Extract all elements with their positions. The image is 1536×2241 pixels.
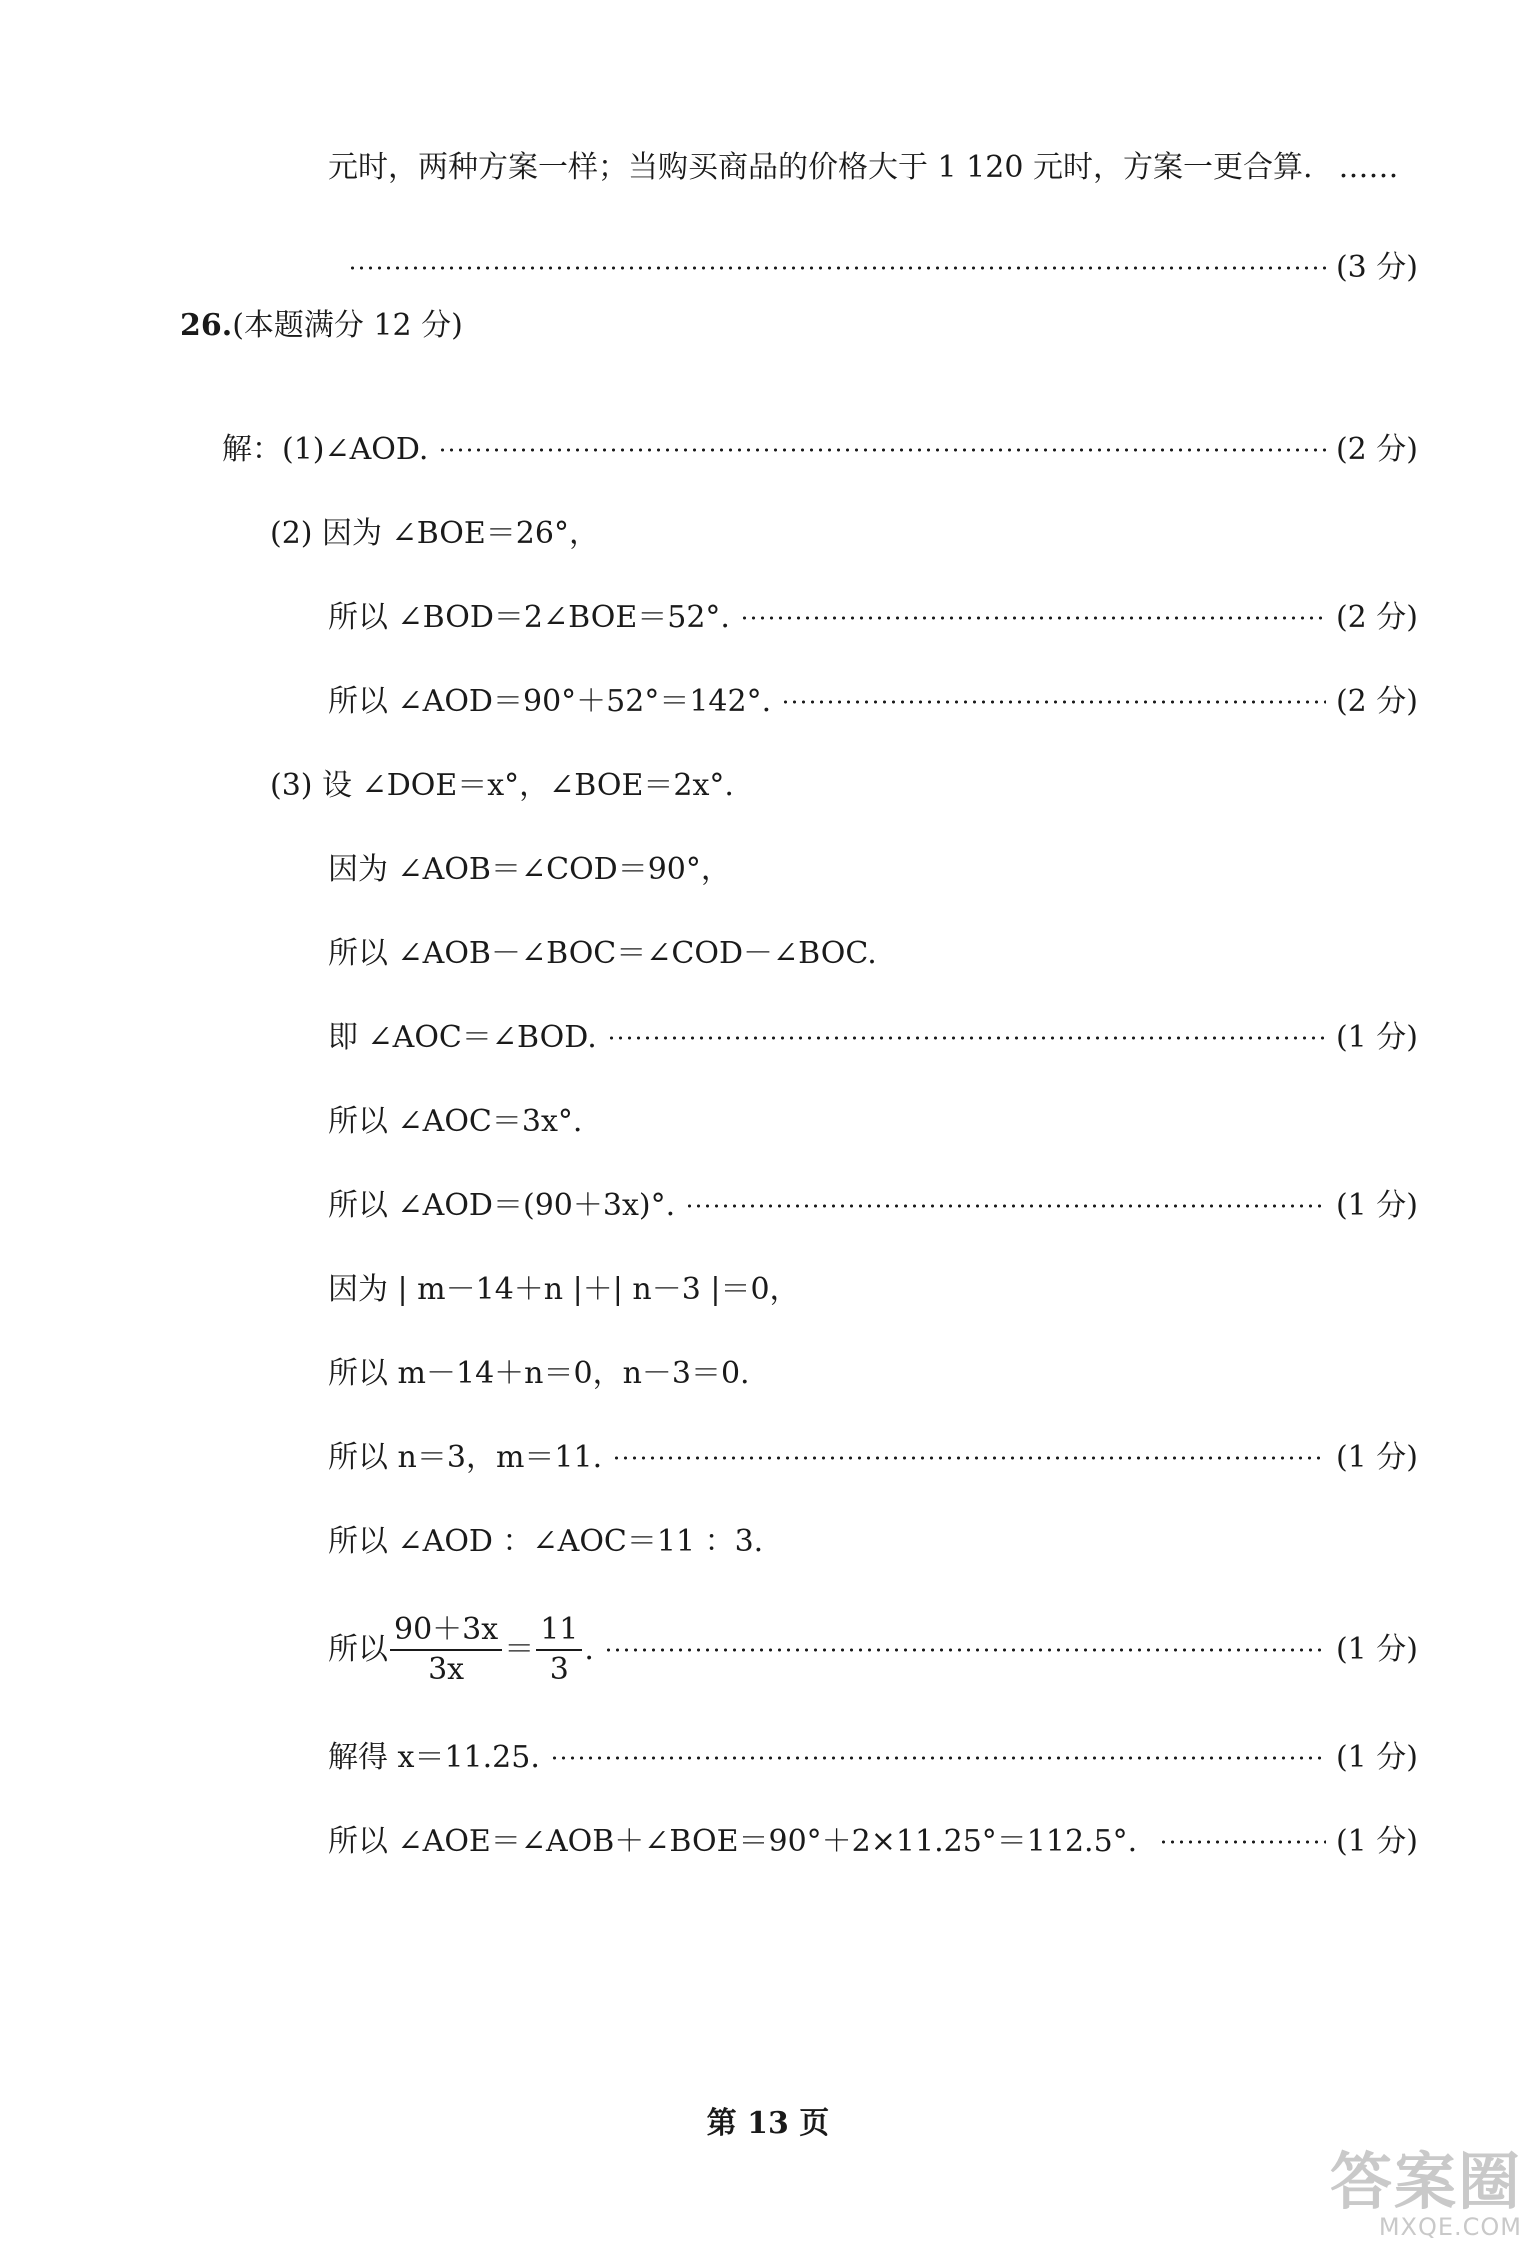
line-text: 所以 ∠AOC＝3x°. [328, 1104, 583, 1139]
line-text: 所以 ∠BOD＝2∠BOE＝52°. [328, 600, 730, 635]
trailing-ellipsis: …… [1338, 150, 1399, 185]
dot-leader [612, 1455, 1326, 1461]
dot-leader [1159, 1839, 1326, 1845]
fraction-left [390, 1611, 502, 1689]
solution-line [222, 430, 1418, 470]
solution-line [328, 1822, 1418, 1862]
watermark-logo: 答案圈 [1329, 2145, 1522, 2218]
score-line [348, 248, 1418, 288]
score-label: (2 分) [1335, 684, 1418, 719]
line-text: (2) 因为 ∠BOE＝26°， [270, 516, 599, 551]
score-label: (1 分) [1335, 1740, 1418, 1775]
score-label: (1 分) [1335, 1188, 1418, 1223]
line-text: 解：(1)∠AOD. [222, 432, 429, 467]
score-label: (2 分) [1335, 600, 1418, 635]
solution-line [328, 1270, 800, 1310]
question-full-marks: (本题满分 12 分) [232, 308, 463, 343]
line-text: 所以 ∠AOD＝90°＋52°＝142°. [328, 684, 772, 719]
line-text: 所以 ∠AOB－∠BOC＝∠COD－∠BOC. [328, 936, 877, 971]
line-text: 所以 ∠AOE＝∠AOB＋∠BOE＝90°＋2×11.25°＝112.5°. [328, 1824, 1138, 1859]
solution-line [328, 1354, 750, 1394]
line-text: 所以 ∠AOD＝(90＋3x)°. [328, 1188, 676, 1223]
fraction-numerator: 90＋3x [390, 1611, 502, 1651]
dot-leader [607, 1035, 1326, 1041]
dot-leader [348, 265, 1326, 271]
line-suffix: . [584, 1632, 594, 1667]
line-text: 所以 ∠AOD ：∠AOC＝11 ：3. [328, 1524, 764, 1559]
solution-line [328, 1018, 1418, 1058]
dot-leader [781, 699, 1326, 705]
solution-line [328, 1186, 1418, 1226]
score-label: (1 分) [1335, 1824, 1418, 1859]
solution-line [328, 1738, 1418, 1778]
question-number: 26. [180, 308, 233, 343]
score-label: (1 分) [1335, 1632, 1418, 1667]
score-label: (1 分) [1335, 1440, 1418, 1475]
fraction-denominator: 3x [428, 1652, 465, 1687]
line-text: 所以 n＝3，m＝11. [328, 1440, 603, 1475]
line-text: 所以 m－14＋n＝0，n－3＝0. [328, 1356, 750, 1391]
dot-leader [438, 447, 1326, 453]
solution-line [270, 766, 734, 806]
score-label: (2 分) [1335, 432, 1418, 467]
solution-line [328, 1438, 1418, 1478]
fraction-denominator: 3 [549, 1652, 569, 1687]
solution-line [328, 1522, 763, 1562]
page-number: 第 13 页 [706, 2106, 830, 2141]
line-text: (3) 设 ∠DOE＝x°，∠BOE＝2x°. [270, 768, 734, 803]
question-header [180, 306, 463, 346]
equals-sign: ＝ [504, 1632, 535, 1667]
score-label: (3 分) [1335, 250, 1418, 285]
solution-line [270, 514, 599, 554]
line-text: 元时，两种方案一样；当购买商品的价格大于 1 120 元时，方案一更合算. [328, 150, 1313, 185]
line-text: 因为 ∠AOB＝∠COD＝90°， [328, 852, 731, 887]
solution-line [328, 934, 877, 974]
line-prefix: 所以 [328, 1632, 388, 1667]
dot-leader [740, 615, 1326, 621]
line-text: 解得 x＝11.25. [328, 1740, 540, 1775]
solution-line-fraction [328, 1610, 1418, 1690]
fraction-right [536, 1611, 582, 1689]
dot-leader [604, 1647, 1326, 1653]
dot-leader [550, 1755, 1326, 1761]
solution-line [328, 682, 1418, 722]
line-text: 因为 | m－14＋n |＋| n－3 |＝0， [328, 1272, 800, 1307]
score-label: (1 分) [1335, 1020, 1418, 1055]
watermark-url: MXQE.COM [1378, 2213, 1522, 2241]
fraction-numerator: 11 [536, 1611, 582, 1651]
dot-leader [685, 1203, 1326, 1209]
solution-line [328, 598, 1418, 638]
solution-line [328, 850, 731, 890]
fraction-equation [328, 1611, 594, 1689]
watermark [1329, 2145, 1522, 2241]
solution-line [328, 1102, 582, 1142]
answer-line-continuation [328, 148, 1399, 188]
line-text: 即 ∠AOC＝∠BOD. [328, 1020, 597, 1055]
